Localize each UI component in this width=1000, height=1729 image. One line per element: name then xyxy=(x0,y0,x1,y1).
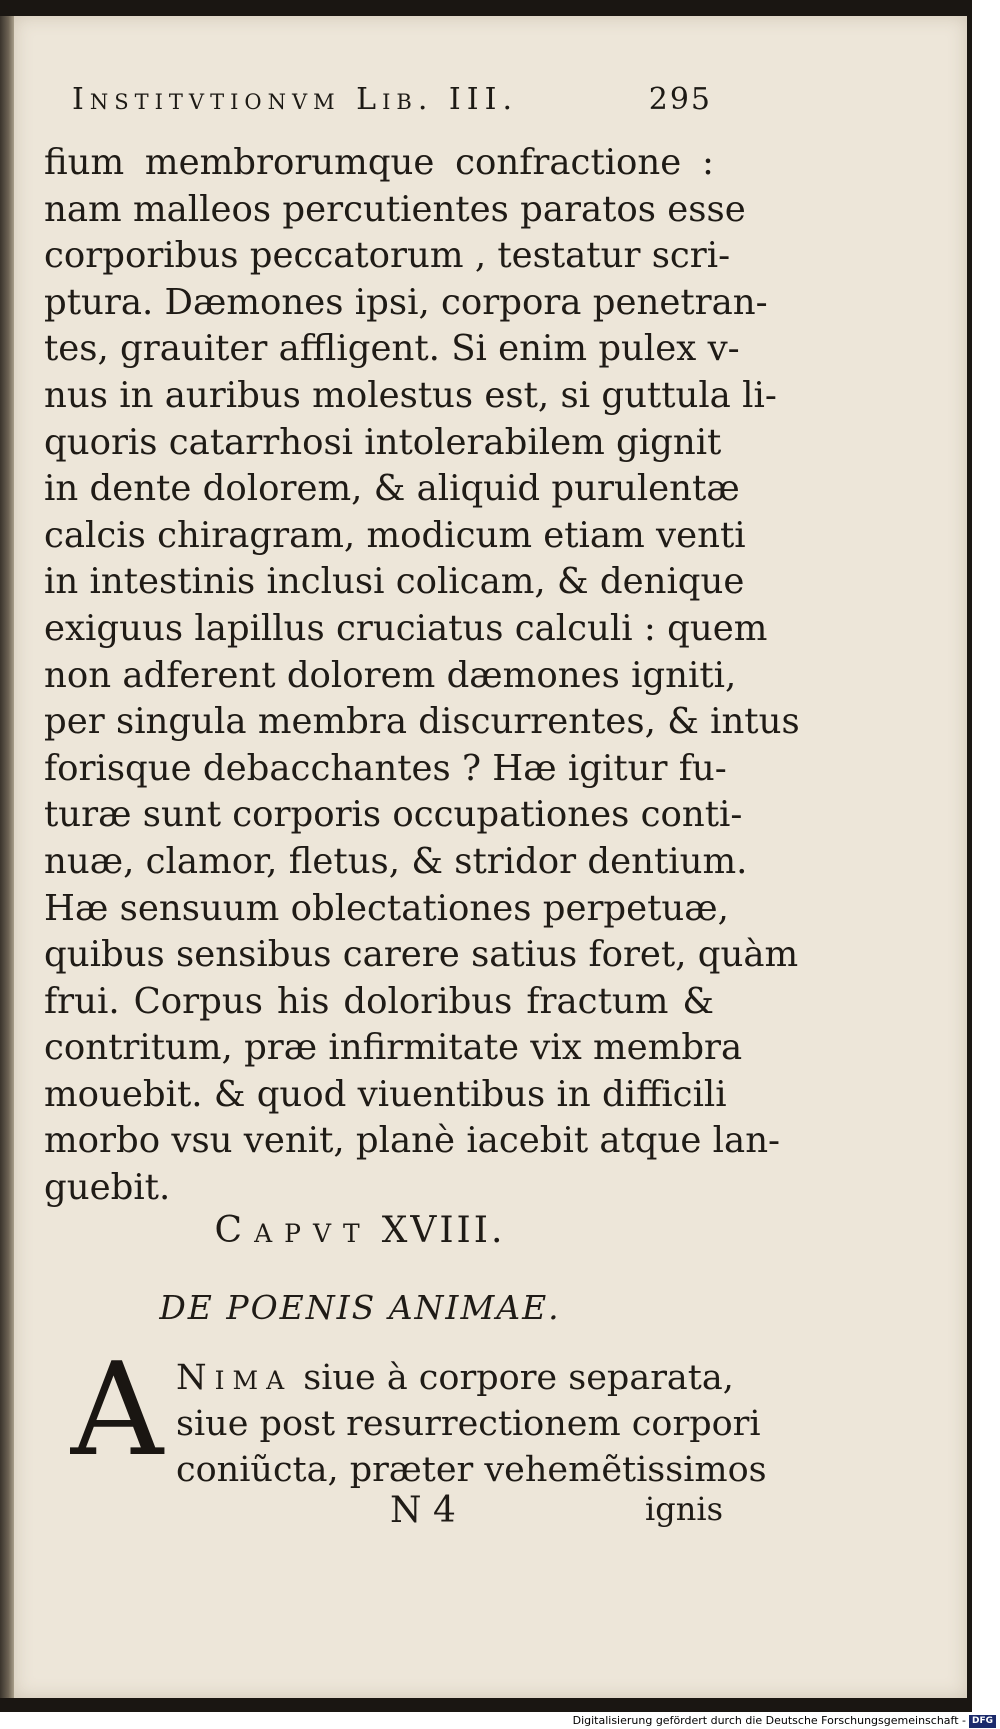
text-line: non adferent dolorem dæmones igniti, xyxy=(44,654,737,696)
dfg-logo: DFG xyxy=(969,1715,996,1728)
text-line: exiguus lapillus cruciatus calculi : quem xyxy=(44,607,768,649)
book-spine-edge xyxy=(0,16,14,1698)
running-head xyxy=(72,82,712,128)
text-line: forisque debacchantes ? Hæ igitur fu- xyxy=(44,747,727,789)
text-line: tes, grauiter affligent. Si enim pulex v- xyxy=(44,328,740,370)
catchword: ignis xyxy=(645,1490,723,1528)
funding-notice: Digitalisierung gefördert durch die Deutsche Forschungsgemeinschaft - xyxy=(572,1714,966,1727)
text-line: frui. Corpus his doloribus fractum & xyxy=(44,980,714,1022)
signature-mark: N 4 xyxy=(390,1490,456,1531)
text-line: turæ sunt corporis occupationes conti- xyxy=(44,794,743,836)
text-line: quoris catarrhosi intolerabilem gignit xyxy=(44,421,722,463)
page-number: 295 xyxy=(648,82,712,117)
section-heading: DE POENIS ANIMAE. xyxy=(159,1288,561,1327)
text-line: per singula membra discurrentes, & intus xyxy=(44,701,800,743)
text-line: fium membrorumque confractione : xyxy=(44,142,714,183)
main-text-block xyxy=(44,140,800,1212)
text-line: ptura. Dæmones ipsi, corpora penetran- xyxy=(44,281,768,323)
chapter-label: Capvt xyxy=(214,1210,372,1251)
text-line: mouebit. & quod viuentibus in difficili xyxy=(44,1073,727,1115)
text-line: in dente dolorem, & aliquid purulentæ xyxy=(44,468,740,510)
opening-line-rest: siue à corpore separata, xyxy=(292,1358,734,1398)
drop-cap-initial: A xyxy=(70,1336,164,1485)
text-line: calcis chiragram, modicum etiam venti xyxy=(44,514,746,556)
text-line: corporibus peccatorum , testatur scri- xyxy=(44,235,731,277)
text-line xyxy=(176,1355,734,1401)
text-line: contritum, præ infirmitate vix membra xyxy=(44,1027,743,1069)
chapter-title xyxy=(60,1210,660,1251)
text-line: coniũcta, præter vehemẽtissimos xyxy=(176,1450,767,1490)
text-line: quibus sensibus carere satius foret, quàm xyxy=(44,934,799,976)
chapter-opening-paragraph xyxy=(176,1355,767,1493)
running-head-title: Institvtionvm Lib. III. xyxy=(72,82,518,117)
text-line: nuæ, clamor, fletus, & stridor dentium. xyxy=(44,840,748,882)
text-line: Hæ sensuum oblectationes perpetuæ, xyxy=(44,887,729,929)
opening-word: Nima xyxy=(176,1358,293,1398)
digitization-footer xyxy=(0,1713,1000,1729)
text-line: nus in auribus molestus est, si guttula li- xyxy=(44,374,777,416)
chapter-number: XVIII. xyxy=(381,1210,506,1251)
text-line: guebit. xyxy=(44,1167,171,1209)
text-line: nam malleos percutientes paratos esse xyxy=(44,188,746,230)
text-line: in intestinis inclusi colicam, & denique xyxy=(44,561,745,603)
text-line: siue post resurrectionem corpori xyxy=(176,1404,761,1444)
text-line: morbo vsu venit, planè iacebit atque lan- xyxy=(44,1120,781,1162)
